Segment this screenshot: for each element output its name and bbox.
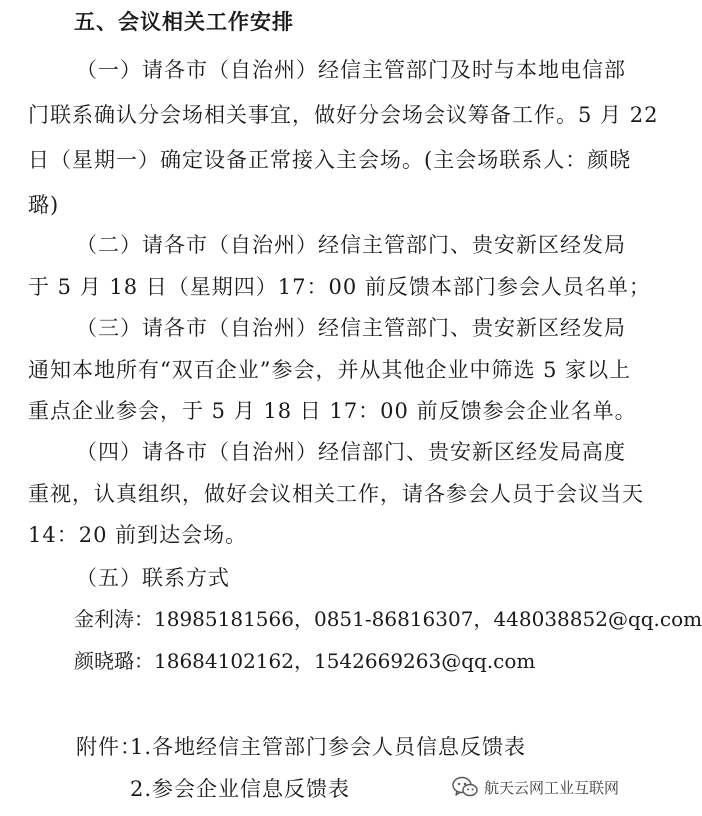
section-title: 五、会议相关工作安排: [74, 10, 294, 34]
wechat-icon: [452, 776, 478, 798]
item3-line2: 通知本地所有“双百企业”参会，并从其他企业中筛选 5 家以上: [28, 358, 632, 382]
item5-title: （五）联系方式: [76, 566, 230, 590]
item3-line3: 重点企业参会，于 5 月 18 日 17：00 前反馈参会企业名单。: [28, 399, 637, 423]
item1-line4: 璐): [28, 193, 60, 217]
item4-line2: 重视，认真组织，做好会议相关工作，请各参会人员于会议当天: [28, 482, 644, 506]
item4-line3: 14：20 前到达会场。: [28, 523, 248, 547]
item1-line1: （一）请各市（自治州）经信主管部门及时与本地电信部: [76, 58, 626, 82]
item2-line1: （二）请各市（自治州）经信主管部门、贵安新区经发局: [76, 233, 626, 257]
contact-jin-litao: 金利涛：18985181566，0851-86816307，448038852@qq.com: [74, 607, 702, 631]
item4-line1: （四）请各市（自治州）经信部门、贵安新区经发局高度: [76, 440, 626, 464]
attachment-1: 1.各地经信主管部门参会人员信息反馈表: [130, 735, 527, 759]
item3-line1: （三）请各市（自治州）经信主管部门、贵安新区经发局: [76, 316, 626, 340]
watermark: [452, 772, 619, 802]
contact-yan-xiaolu: 颜晓璐：18684102162，1542669263@qq.com: [74, 649, 536, 673]
item1-line2: 门联系确认分会场相关事宜，做好分会场会议筹备工作。5 月 22: [28, 103, 659, 127]
attachments-label: 附件：: [76, 735, 142, 759]
item1-line3: 日（星期一）确定设备正常接入主会场。(主会场联系人：颜晓: [28, 148, 632, 172]
attachment-2: 2.参会企业信息反馈表: [130, 777, 351, 801]
item2-line2: 于 5 月 18 日（星期四）17：00 前反馈本部门参会人员名单；: [28, 275, 651, 299]
watermark-text: 航天云网工业互联网: [484, 778, 620, 797]
